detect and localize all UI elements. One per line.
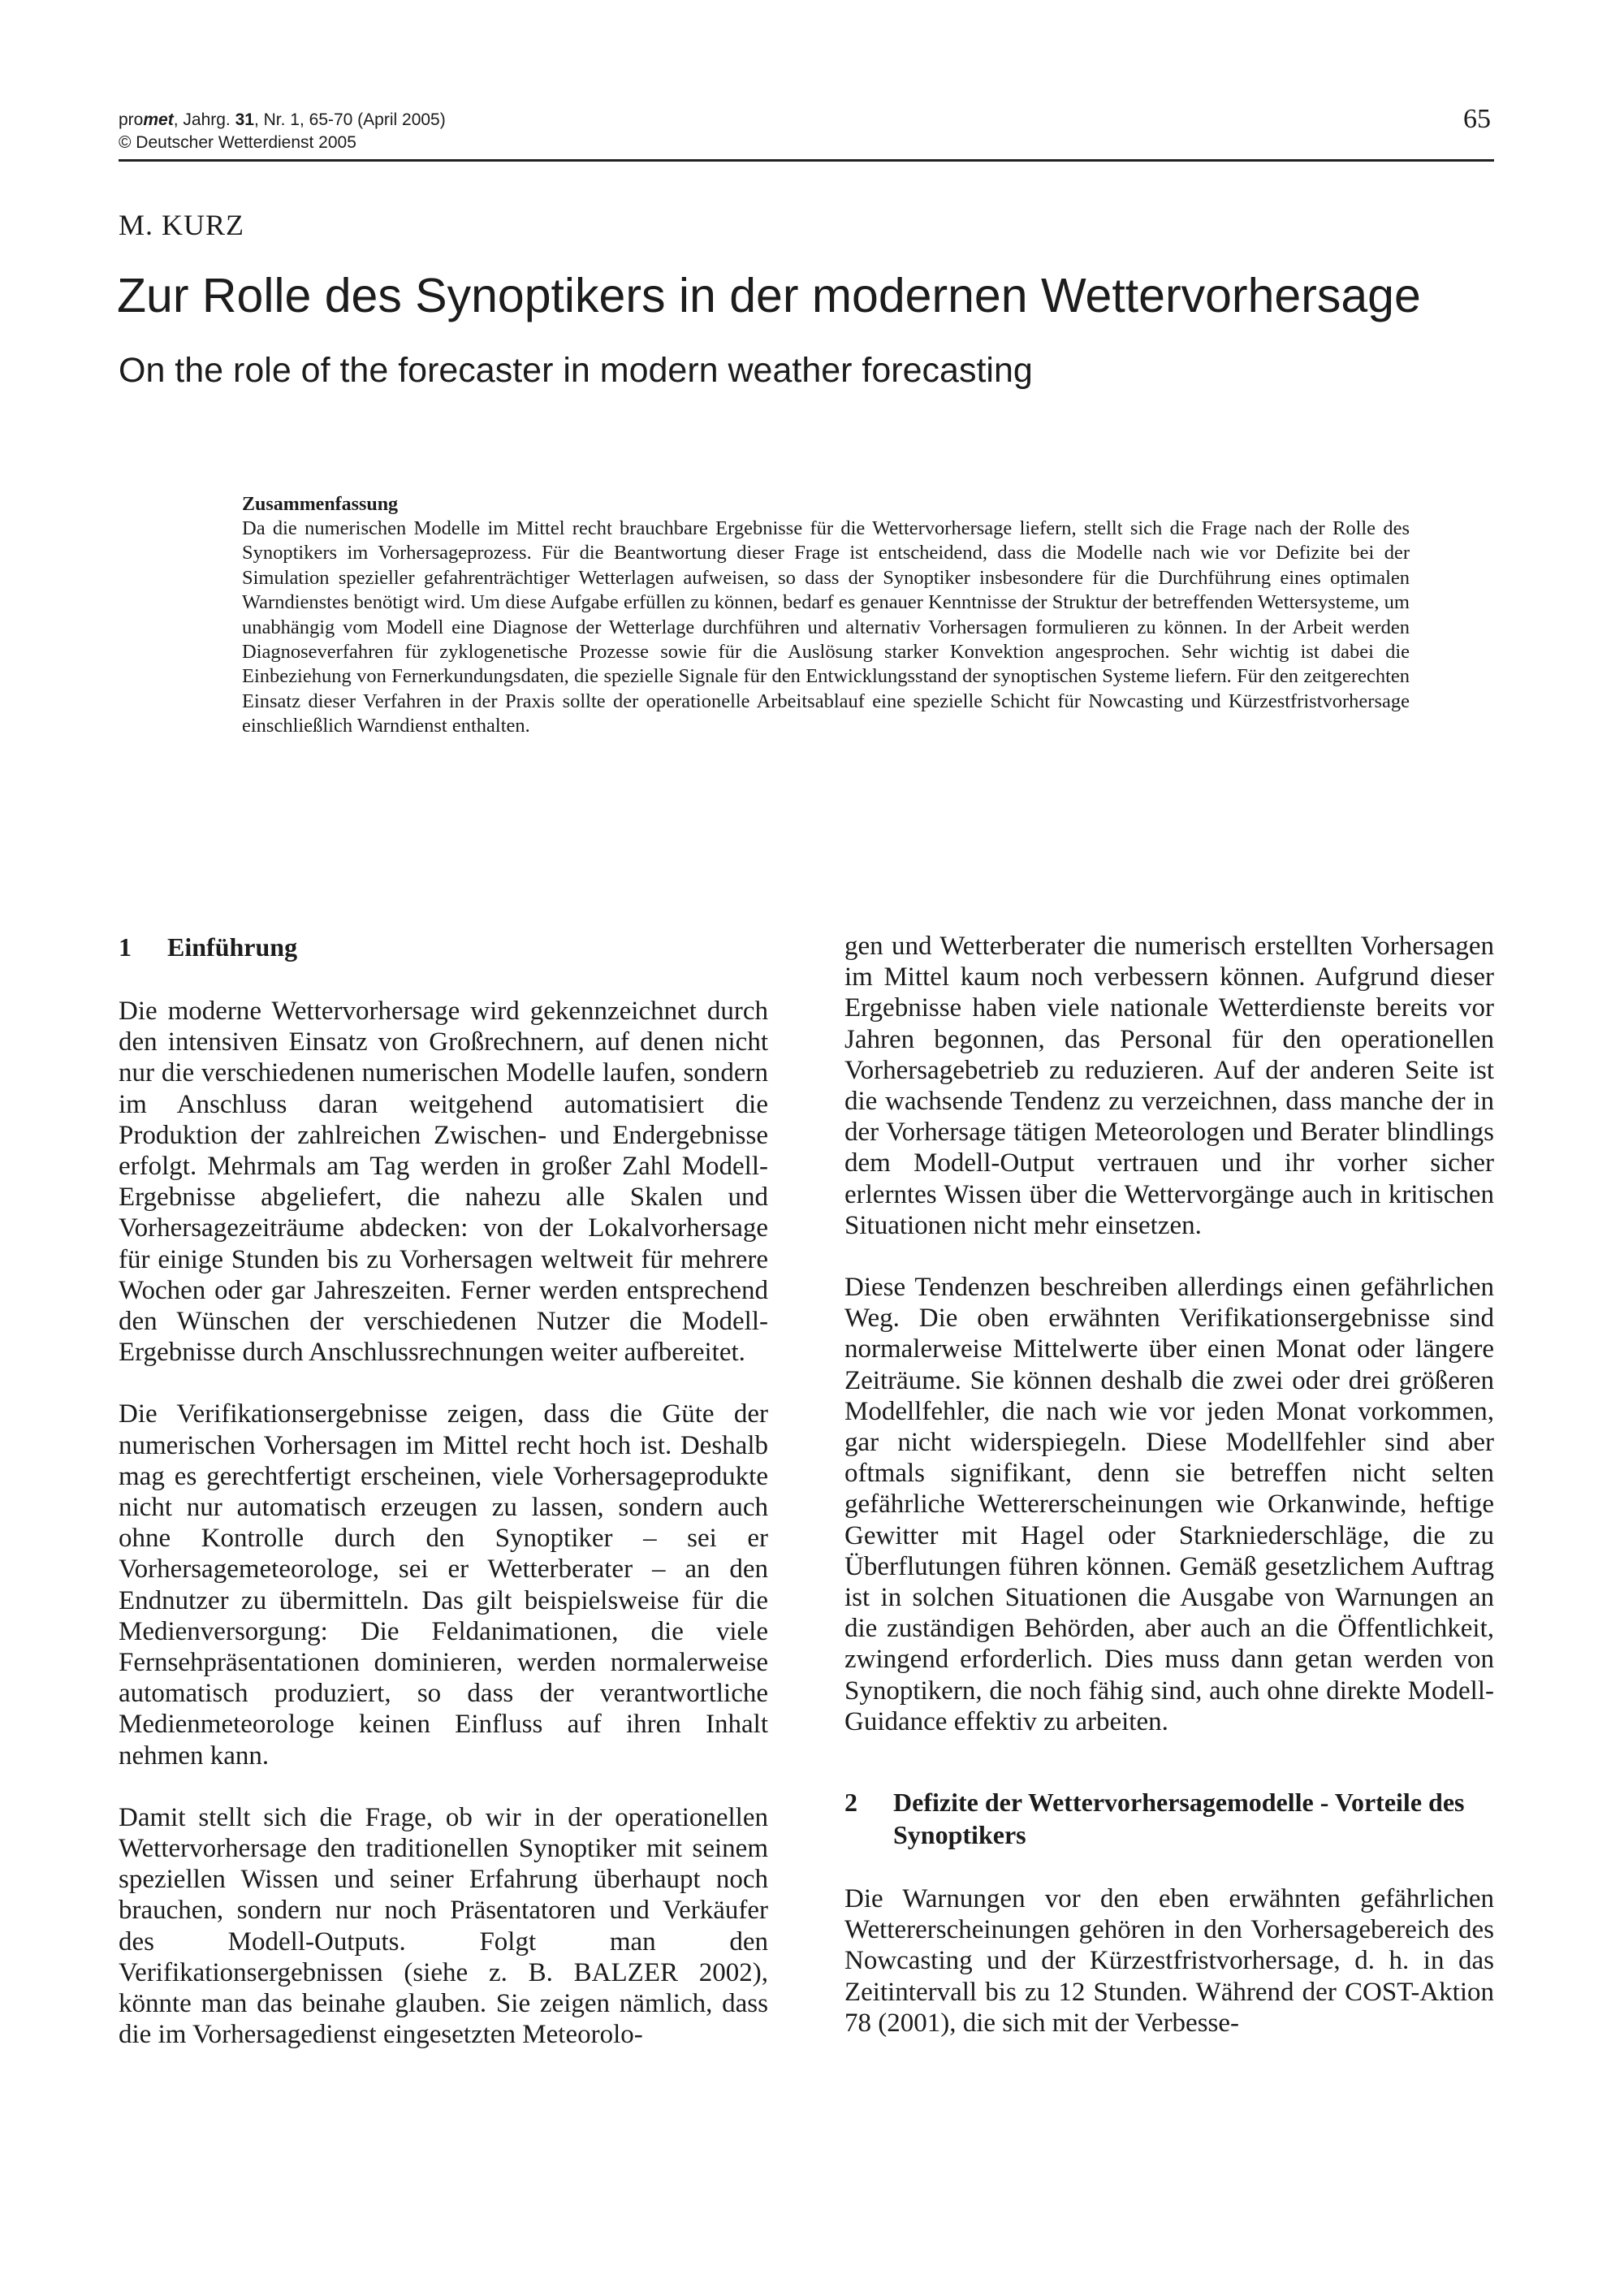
paragraph: Die Verifikationsergebnisse zeigen, dass die Güte der numerischen Vorhersagen im Mittel recht hoch ist. Deshalb mag es gerechtfertigt erscheinen, viele Vorhersageprodukte nicht nur automatisch erzeugen zu lassen, sondern auch ohne Kontrolle durch den Synoptiker – sei er Vorhersagemeteorologe, sei er Wetterberater – an den Endnutzer zu übermitteln. Das gilt beispielsweise für die Medienversorgung: Die Feldanimationen, die viele Fernsehpräsentationen dominieren, werden normalerweise automatisch produziert, so dass der verantwortliche Medienmeteorologe keinen Einfluss auf ihren Inhalt nehmen kann. [119,1399,768,1771]
paragraph: gen und Wetterberater die numerisch erstellten Vorhersagen im Mittel kaum noch verbessern können. Aufgrund dieser Ergebnisse haben viele nationale Wetterdienste bereits vor Jahren begonnen, das Personal für den operationellen Vorhersagebetrieb zu reduzieren. Auf der anderen Seite ist die wachsende Tendenz zu verzeichnen, dass manche der in der Vorhersage tätigen Meteorologen und Berater blindlings dem Modell-Output vertrauen und ihr vorher sicher erlerntes Wissen über die Wettervorgänge auch in kritischen Situationen nicht mehr einsetzen. [844,932,1494,1240]
author-name: M. KURZ [119,209,245,241]
header-divider [119,159,1494,162]
copyright-line: © Deutscher Wetterdienst 2005 [119,133,356,152]
title-german: Zur Rolle des Synoptikers in der modernen Wettervorhersage [117,269,1421,322]
journal-citation-b: , Nr. 1, 65-70 (April 2005) [253,110,446,129]
journal-citation [119,109,446,132]
section-1-number: 1 [119,932,132,962]
journal-name-italic: met [143,110,174,129]
abstract-text: Da die numerischen Modelle im Mittel recht brauchbare Ergebnisse für die Wettervorhersage liefern, stellt sich die Frage nach der Rolle des Synoptikers im Vorhersageprozess. Für die Beantwortung dieser Frage ist entscheidend, dass die Modelle nach wie vor Defizite bei der Simulation spezieller gefahrenträchtiger Wetterlagen aufweisen, so dass der Synoptiker insbesondere für die Durchführung eines optimalen Warndienstes benötigt wird. Um diese Aufgabe erfüllen zu können, bedarf es genauer Kenntnisse der Struktur der betreffenden Wettersysteme, um unabhängig vom Modell eine Diagnose der Wetterlage durchführen und alternativ Vorhersagen formulieren zu können. In der Arbeit werden Diagnoseverfahren für zyklogenetische Prozesse sowie für die Auslösung starker Konvektion angesprochen. Sehr wichtig ist dabei die Einbeziehung von Fernerkundungsdaten, die spezielle Signale für den Entwicklungsstand der synoptischen Systeme liefern. Für den zeitgerechten Einsatz dieser Verfahren in der Praxis sollte der operationelle Arbeitsablauf eine spezielle Schicht für Nowcasting und Kürzestfristvorhersage einschließlich Warndienst enthalten. [242,517,1410,737]
right-column [844,931,1494,2069]
paragraph: Damit stellt sich die Frage, ob wir in der operationellen Wettervorhersage den traditionellen Synoptiker mit seinem speziellen Wissen und seiner Erfahrung überhaupt noch brauchen, sondern nur noch Präsentatoren und Verkäufer des Modell-Outputs. Folgt man den Verifikationsergebnissen (siehe z. B. BALZER 2002), könnte man das beinahe glauben. Sie zeigen nämlich, dass die im Vorhersagedienst eingesetzten Meteorolo- [119,1802,768,2050]
paragraph: Die Warnungen vor den eben erwähnten gefährlichen Wettererscheinungen gehören in den Vorhersagebereich des Nowcasting und der Kürzestfristvorhersage, d. h. in das Zeitintervall bis zu 12 Stunden. Während der COST-Aktion 78 (2001), die sich mit der Verbesse- [844,1884,1494,2038]
section-1-title: Einführung [167,932,298,962]
abstract-heading: Zusammenfassung [242,494,399,515]
section-2-title: Defizite der Wettervorhersagemodelle - Vorteile des Synoptikers [893,1788,1465,1850]
paragraph: Diese Tendenzen beschreiben allerdings einen gefährlichen Weg. Die oben erwähnten Verifikationsergebnisse sind normalerweise Mittelwerte über einen Monat oder längere Zeiträume. Sie können deshalb die zwei oder drei größeren Modellfehler, die nach wie vor jeden Monat vorkommen, gar nicht widerspiegeln. Diese Modellfehler sind aber oftmals signifikant, denn sie betreffen nicht selten gefährliche Wettererscheinungen wie Orkanwinde, heftige Gewitter mit Hagel oder Starkniederschläge, die zu Überflutungen führen können. Gemäß gesetzlichem Auftrag ist in solchen Situationen die Ausgabe von Warnungen an die zuständigen Behörden, aber auch an die Öffentlichkeit, zwingend erforderlich. Dies muss dann getan werden von Synoptikern, die noch fähig sind, auch ohne direkte Modell-Guidance effektiv zu arbeiten. [844,1273,1494,1736]
section-2-number: 2 [844,1788,857,1818]
journal-prefix: pro [119,110,144,129]
section-2-heading [844,1786,1494,1851]
journal-volume: 31 [235,110,254,129]
page-number: 65 [1463,104,1491,134]
left-column [119,931,768,2082]
journal-citation-a: , Jahrg. [173,110,235,129]
title-english: On the role of the forecaster in modern weather forecasting [119,351,1033,390]
journal-header [119,109,446,154]
paragraph: Die moderne Wettervorhersage wird gekennzeichnet durch den intensiven Einsatz von Großrechnern, auf denen nicht nur die verschiedenen numerischen Modelle laufen, sondern im Anschluss daran weitgehend automatisiert die Produktion der zahlreichen Zwischen- und Endergebnisse erfolgt. Mehrmals am Tag werden in großer Zahl Modell-Ergebnisse abgeliefert, die nahezu alle Skalen und Vorhersagezeiträume abdecken: von der Lokalvorhersage für einige Stunden bis zu Vorhersagen weltweit für mehrere Wochen oder gar Jahreszeiten. Ferner werden entsprechend den Wünschen der verschiedenen Nutzer die Modell-Ergebnisse durch Anschlussrechnungen weiter aufbereitet. [119,997,768,1368]
section-1-heading [119,931,768,963]
abstract [242,492,1410,739]
